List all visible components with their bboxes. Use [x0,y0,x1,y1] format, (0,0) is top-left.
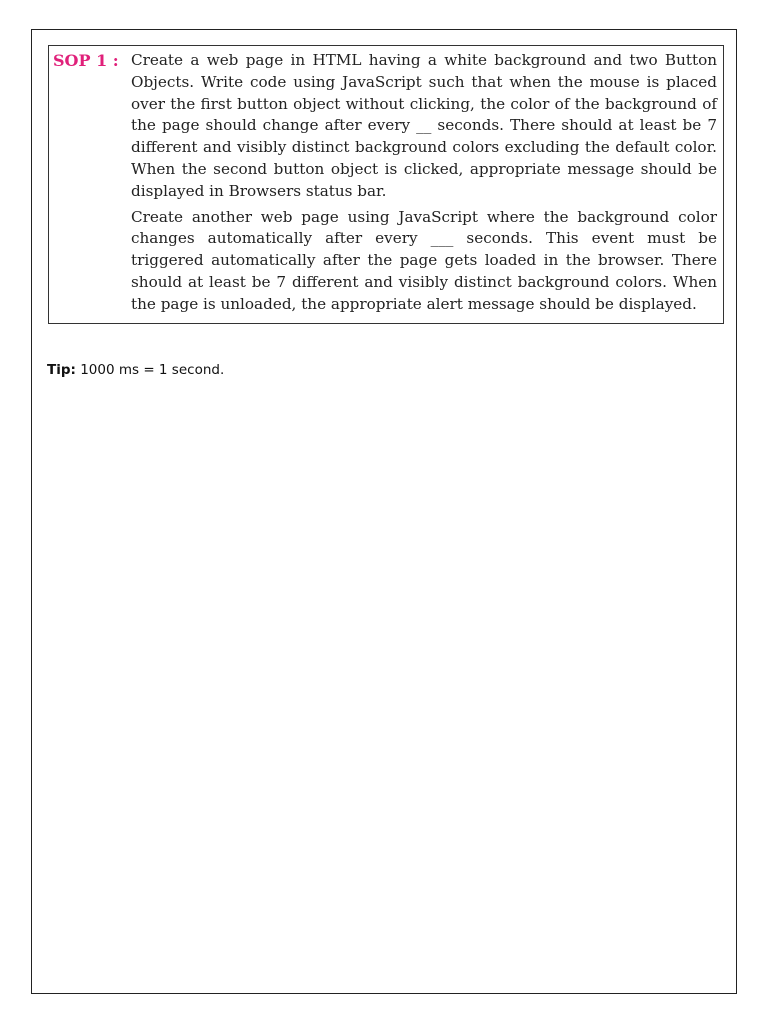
sop-paragraph-1: Create a web page in HTML having a white background and two Button Objects. Write code using JavaScript such that when the mouse is placed over the first button object without clicking, the color of the background of the page should change after every __ seconds. There should at least be 7 different and visibly distinct background colors excluding the default color. When the second button object is clicked, appropriate message should be displayed in Browsers status bar. [131,51,717,200]
tip-text: 1000 ms = 1 second. [80,362,225,378]
page-frame [31,29,737,994]
tip-label: Tip: [47,362,76,378]
sop-box [48,45,724,324]
sop-label: SOP 1 : [53,51,119,70]
sop-paragraph-2: Create another web page using JavaScript where the background color changes automatically after every ___ seconds. This event must be triggered automatically after the page gets loaded in the browser. There should at least be 7 different and visibly distinct background colors. When the page is unloaded, the appropriate alert message should be displayed. [131,207,717,313]
sop-body [131,50,717,320]
tip-line [47,362,224,378]
